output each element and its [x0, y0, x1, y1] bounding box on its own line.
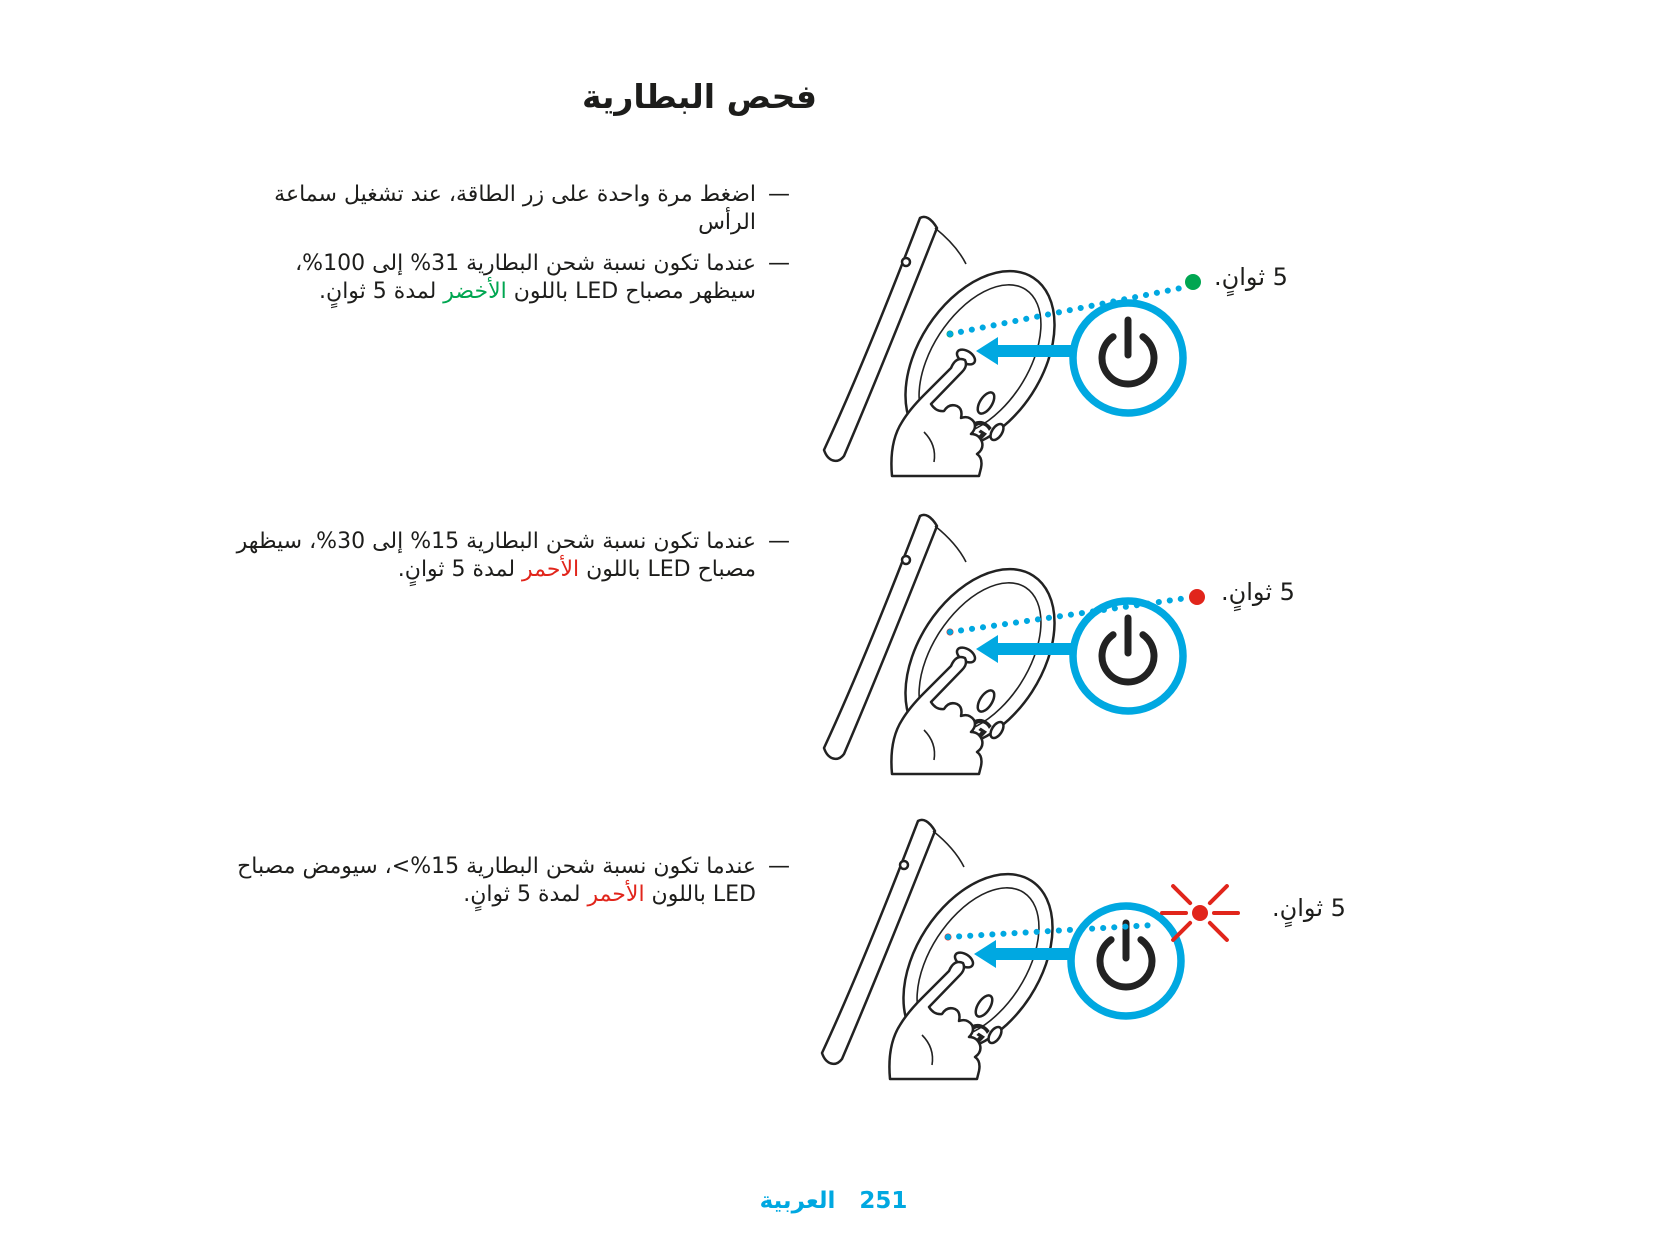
- page-footer: [0, 1188, 1667, 1214]
- bullet-dash: —: [768, 854, 790, 879]
- blinking-red-led-indicator-dot: [1192, 905, 1208, 921]
- bullet-item: [228, 853, 790, 909]
- bullet-dash: —: [768, 529, 790, 554]
- figure-battery-high: [800, 210, 1370, 550]
- green-led-indicator-dot: [1185, 274, 1201, 290]
- footer-page-number: 251: [859, 1188, 908, 1214]
- page-title: فحص البطارية: [581, 77, 817, 117]
- duration-label: 5 ثوانٍ.: [1214, 263, 1288, 291]
- bullet-item: [228, 528, 790, 584]
- bullet-item: [228, 250, 790, 306]
- bullet-dash: —: [768, 182, 790, 207]
- bullet-text: اضغط مرة واحدة على زر الطاقة، عند تشغيل سماعة الرأس: [274, 182, 756, 235]
- duration-label: 5 ثوانٍ.: [1221, 578, 1295, 606]
- footer-language: العربية: [759, 1188, 836, 1214]
- bullet-dash: —: [768, 251, 790, 276]
- instructions-red-led: [228, 528, 790, 597]
- duration-label: 5 ثوانٍ.: [1272, 894, 1346, 922]
- instructions-blinking-red-led: [228, 853, 790, 922]
- instructions-green-led: [228, 181, 790, 319]
- headset-power-press-illustration: [798, 813, 1368, 1153]
- headset-power-press-illustration: [800, 508, 1370, 848]
- bullet-text: عندما تكون نسبة شحن البطارية %31 إلى %100، سيظهر مصباح LED باللون الأخضر لمدة 5 ثوانٍ.: [295, 251, 756, 304]
- red-led-indicator-dot: [1189, 589, 1205, 605]
- figure-battery-critical: [798, 813, 1368, 1153]
- bullet-text: عندما تكون نسبة شحن البطارية %15 إلى %30، سيظهر مصباح LED باللون الأحمر لمدة 5 ثوانٍ.: [236, 529, 756, 582]
- figure-battery-low: [800, 508, 1370, 848]
- bullet-item: [228, 181, 790, 237]
- headset-power-press-illustration: [800, 210, 1370, 550]
- bullet-text: عندما تكون نسبة شحن البطارية <%15، سيومض مصباح LED باللون الأحمر لمدة 5 ثوانٍ.: [237, 854, 756, 907]
